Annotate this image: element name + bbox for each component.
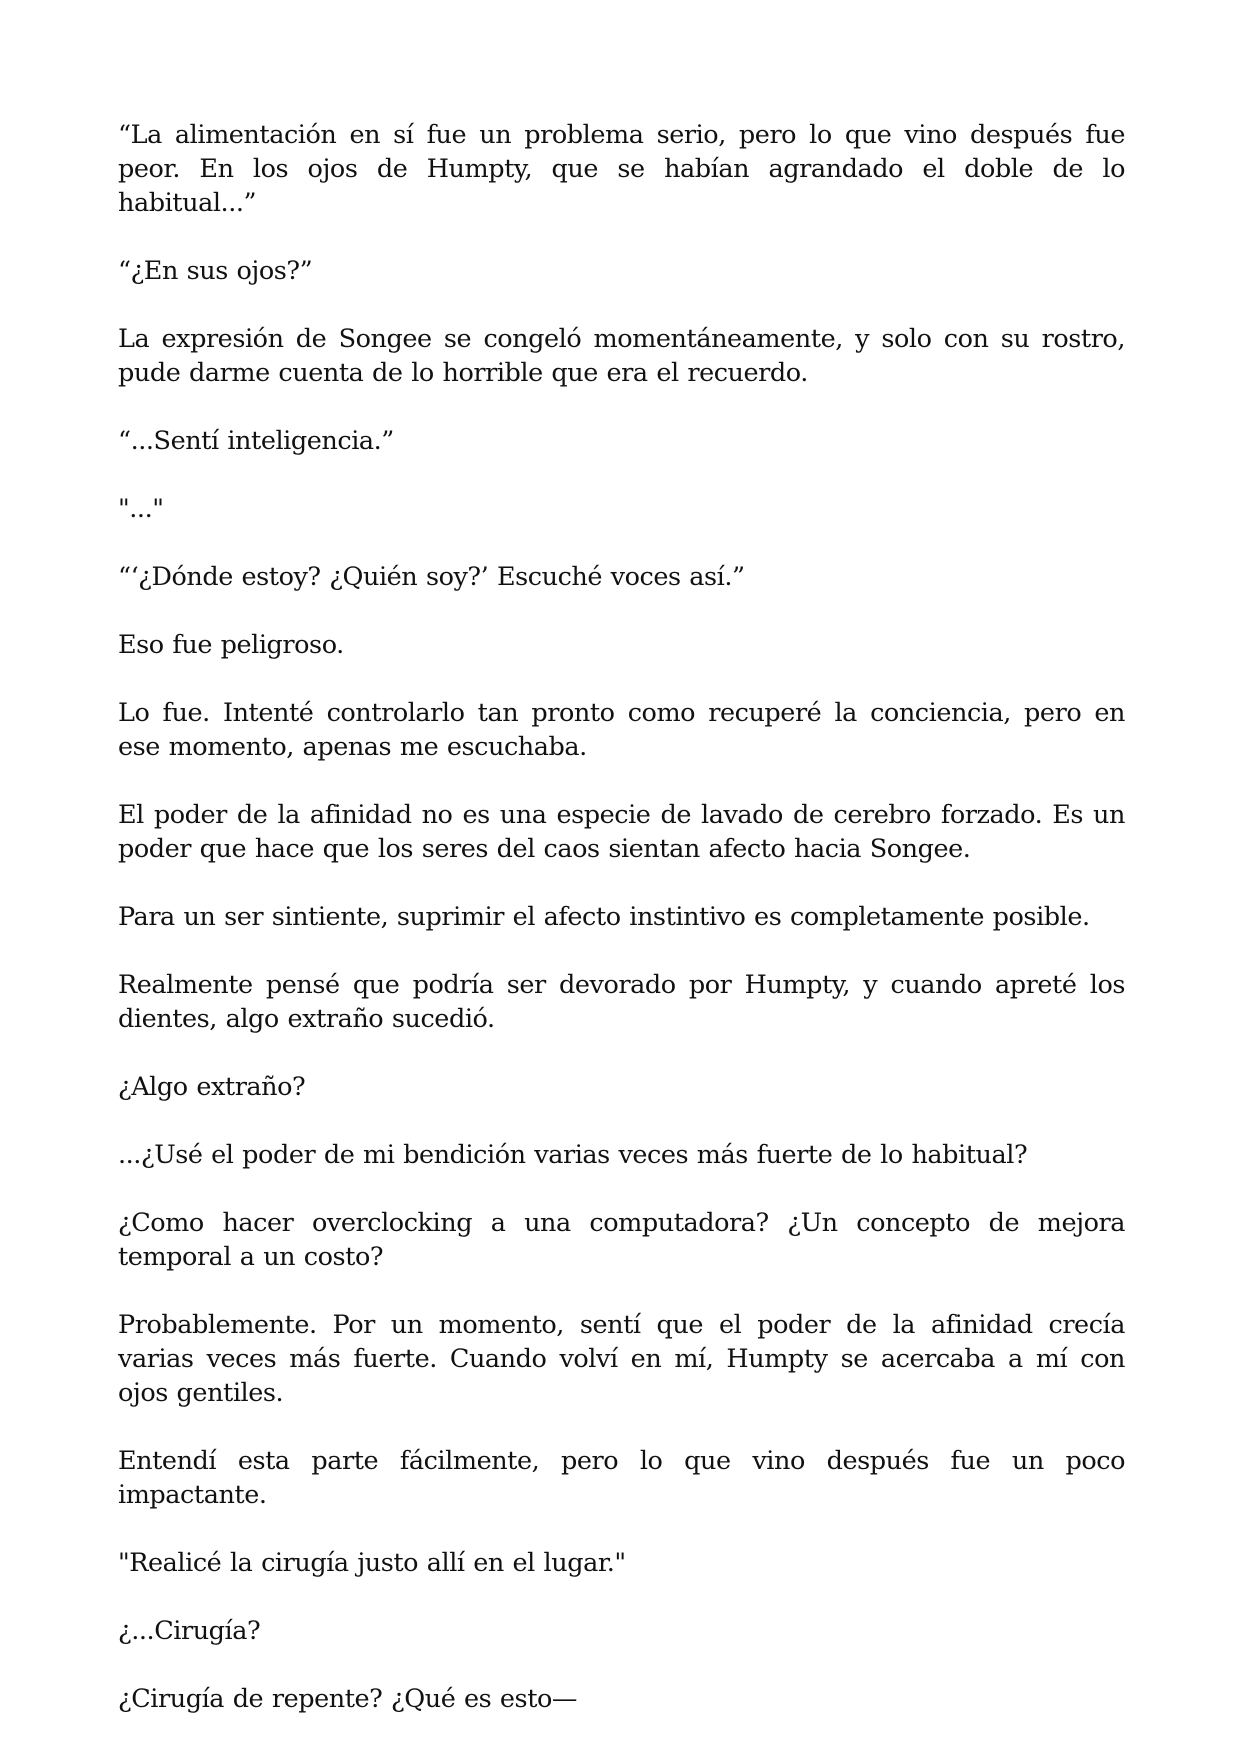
- paragraph-14: ¿Como hacer overclocking a una computadora? ¿Un concepto de mejora temporal a un costo?: [118, 1208, 1125, 1272]
- paragraph-18: ¿...Cirugía?: [118, 1616, 261, 1646]
- paragraph-17: "Realicé la cirugía justo allí en el lugar.": [118, 1548, 626, 1578]
- paragraph-9: El poder de la afinidad no es una especie de lavado de cerebro forzado. Es un poder que hace que los seres del caos sientan afecto hacia Songee.: [118, 800, 1125, 864]
- paragraph-11: Realmente pensé que podría ser devorado por Humpty, y cuando apreté los dientes, algo extraño sucedió.: [118, 970, 1125, 1034]
- paragraph-8: Lo fue. Intenté controlarlo tan pronto como recuperé la conciencia, pero en ese momento, apenas me escuchaba.: [118, 698, 1125, 762]
- paragraph-5: "...": [118, 494, 164, 524]
- paragraph-19: ¿Cirugía de repente? ¿Qué es esto—: [118, 1684, 577, 1714]
- paragraph-16: Entendí esta parte fácilmente, pero lo que vino después fue un poco impactante.: [118, 1446, 1125, 1510]
- paragraph-6: “‘¿Dónde estoy? ¿Quién soy?’ Escuché voces así.”: [118, 562, 745, 592]
- paragraph-13: ...¿Usé el poder de mi bendición varias veces más fuerte de lo habitual?: [118, 1140, 1028, 1170]
- paragraph-7: Eso fue peligroso.: [118, 630, 344, 660]
- paragraph-4: “...Sentí inteligencia.”: [118, 426, 394, 456]
- paragraph-1: “La alimentación en sí fue un problema serio, pero lo que vino después fue peor. En los ojos de Humpty, que se habían agrandado el doble de lo habitual...”: [118, 120, 1125, 218]
- paragraph-10: Para un ser sintiente, suprimir el afecto instintivo es completamente posible.: [118, 902, 1090, 932]
- paragraph-3: La expresión de Songee se congeló momentáneamente, y solo con su rostro, pude darme cuenta de lo horrible que era el recuerdo.: [118, 324, 1125, 388]
- paragraph-12: ¿Algo extraño?: [118, 1072, 306, 1102]
- paragraph-2: “¿En sus ojos?”: [118, 256, 313, 286]
- document-page: [118, 118, 1125, 1750]
- paragraph-15: Probablemente. Por un momento, sentí que el poder de la afinidad crecía varias veces más fuerte. Cuando volví en mí, Humpty se acercaba a mí con ojos gentiles.: [118, 1310, 1125, 1408]
